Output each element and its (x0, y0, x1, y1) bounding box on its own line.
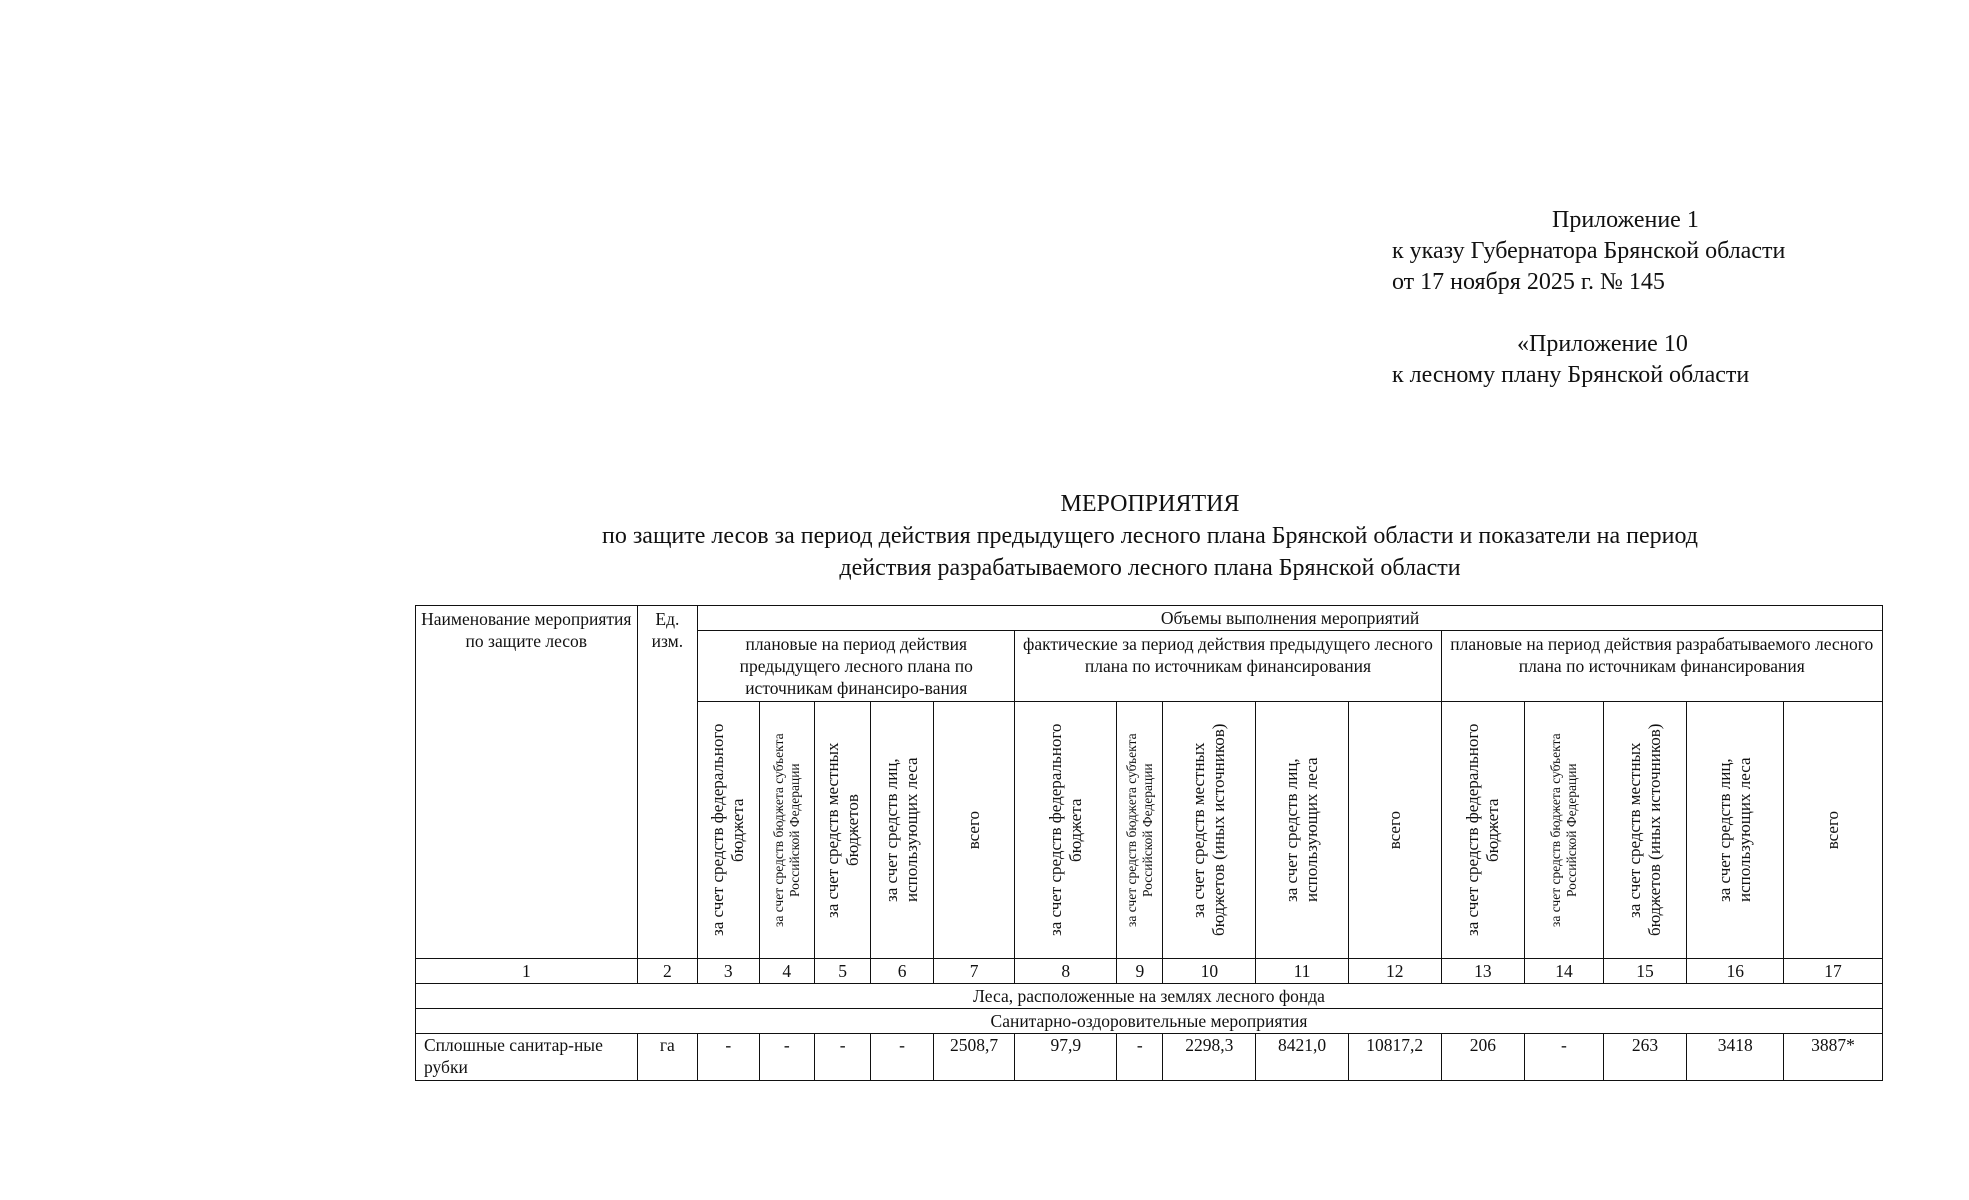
header-volumes: Объемы выполнения мероприятий (698, 606, 1883, 631)
appendix-line: «Приложение 10 (1517, 331, 1688, 357)
column-number: 5 (814, 959, 870, 984)
subheader-cell (1348, 702, 1441, 959)
title-line: МЕРОПРИЯТИЯ (1060, 491, 1240, 517)
subheader-label: за счет средств бюджета субъекта Российской Федерации (1547, 733, 1579, 927)
section-header: Леса, расположенные на землях лесного фонда (416, 984, 1883, 1009)
subheader-cell (1603, 702, 1687, 959)
row-value: 263 (1603, 1034, 1687, 1081)
title-line: по защите лесов за период действия предыдущего лесного плана Брянской области и показатели на период (601, 523, 1699, 549)
subheader-label: за счет средств лиц, использующих леса (1715, 757, 1755, 903)
subheader-cell (1015, 702, 1117, 959)
header-group: плановые на период действия разрабатываемого лесного плана по источникам финансирования (1441, 631, 1882, 702)
column-number: 7 (933, 959, 1015, 984)
subheader-label: за счет средств лиц, использующих леса (1282, 757, 1322, 903)
header-group: плановые на период действия предыдущего лесного плана по источникам финансиро-вания (698, 631, 1015, 702)
subheader-label: за счет средств бюджета субъекта Российской Федерации (770, 733, 802, 927)
column-number: 14 (1525, 959, 1604, 984)
row-name: Сплошные санитар-ные рубки (416, 1034, 638, 1081)
column-number: 11 (1256, 959, 1349, 984)
section-header: Санитарно-оздоровительные мероприятия (416, 1009, 1883, 1034)
header-unit-label: Ед. изм. (651, 609, 684, 651)
row-value: 8421,0 (1256, 1034, 1349, 1081)
subheader-cell (1525, 702, 1604, 959)
header-unit (637, 606, 697, 959)
subheader-cell (814, 702, 870, 959)
title-line: действия разрабатываемого лесного плана Брянской области (839, 555, 1461, 581)
row-value: 2508,7 (933, 1034, 1015, 1081)
subheader-label: за счет средств местных бюджетов (иных источников) (1625, 723, 1665, 937)
header-group: фактические за период действия предыдущего лесного плана по источникам финансирования (1015, 631, 1441, 702)
row-value: 3887* (1784, 1034, 1883, 1081)
row-value: - (871, 1034, 933, 1081)
subheader-label: всего (1384, 810, 1404, 850)
subheader-cell (1441, 702, 1525, 959)
subheader-cell (871, 702, 933, 959)
subheader-cell (1163, 702, 1256, 959)
column-number: 3 (698, 959, 759, 984)
column-number: 9 (1117, 959, 1163, 984)
row-unit: га (637, 1034, 697, 1081)
subheader-label: всего (1823, 810, 1843, 850)
subheader-label: за счет средств местных бюджетов (иных источников) (1189, 723, 1229, 937)
subheader-cell (1117, 702, 1163, 959)
column-number: 13 (1441, 959, 1525, 984)
subheader-cell (1256, 702, 1349, 959)
subheader-label: всего (964, 810, 984, 850)
column-number: 1 (416, 959, 638, 984)
appendix-line: от 17 ноября 2025 г. № 145 (1392, 269, 1665, 295)
column-number: 10 (1163, 959, 1256, 984)
header-name (416, 606, 638, 959)
table-row (416, 1034, 1883, 1081)
subheader-cell (933, 702, 1015, 959)
column-number: 4 (759, 959, 814, 984)
subheader-label: за счет средств федерального бюджета (1462, 723, 1502, 937)
row-value: - (759, 1034, 814, 1081)
document-title (505, 488, 1795, 584)
subheader-label: за счет средств федерального бюджета (1045, 723, 1085, 937)
column-number: 2 (637, 959, 697, 984)
row-value: - (698, 1034, 759, 1081)
row-value: 206 (1441, 1034, 1525, 1081)
row-value: 2298,3 (1163, 1034, 1256, 1081)
column-number: 12 (1348, 959, 1441, 984)
subheader-cell (698, 702, 759, 959)
subheader-label: за счет средств бюджета субъекта Российской Федерации (1123, 733, 1155, 927)
column-number: 6 (871, 959, 933, 984)
row-value: 10817,2 (1348, 1034, 1441, 1081)
column-number: 8 (1015, 959, 1117, 984)
column-number: 16 (1687, 959, 1784, 984)
subheader-label: за счет средств местных бюджетов (822, 742, 862, 918)
header-name-label: Наименование мероприятия по защите лесов (421, 609, 632, 651)
subheader-cell (759, 702, 814, 959)
appendix-line: Приложение 1 (1552, 207, 1699, 233)
subheader-cell (1687, 702, 1784, 959)
appendix-line: к лесному плану Брянской области (1392, 362, 1750, 388)
row-value: 3418 (1687, 1034, 1784, 1081)
subheader-cell (1784, 702, 1883, 959)
column-number: 15 (1603, 959, 1687, 984)
column-number: 17 (1784, 959, 1883, 984)
subheader-label: за счет средств лиц, использующих леса (882, 757, 922, 903)
row-value: - (814, 1034, 870, 1081)
subheader-label: за счет средств федерального бюджета (708, 723, 748, 937)
measures-table (415, 605, 1883, 1081)
row-value: - (1117, 1034, 1163, 1081)
row-value: 97,9 (1015, 1034, 1117, 1081)
appendix-block (1392, 205, 1785, 391)
appendix-line: к указу Губернатора Брянской области (1392, 238, 1786, 264)
row-value: - (1525, 1034, 1604, 1081)
